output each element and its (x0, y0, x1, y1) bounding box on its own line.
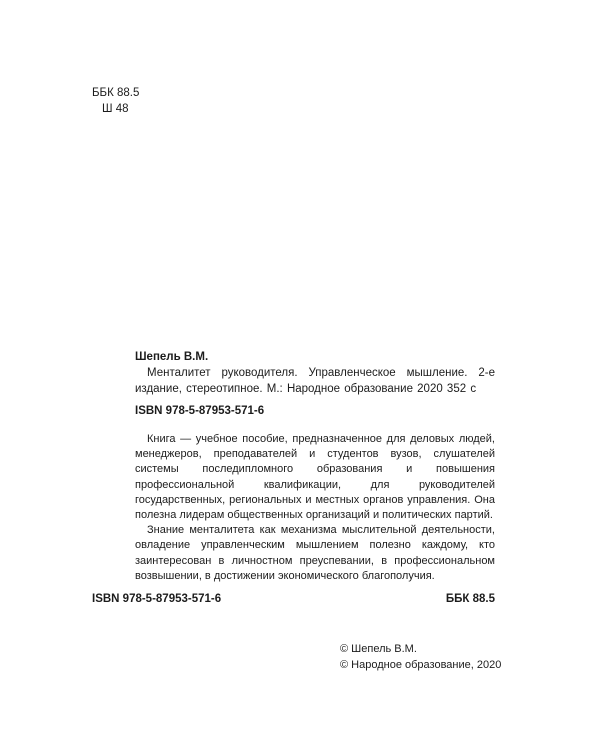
copyright-block (340, 641, 501, 673)
cutter-code: Ш 48 (102, 103, 129, 115)
abstract (135, 432, 495, 584)
bibliographic-record (135, 349, 495, 397)
bbk-code: ББК 88.5 (92, 87, 140, 99)
footer-bbk: ББК 88.5 (445, 593, 495, 605)
author-name: Шепель В.М. (135, 351, 209, 363)
abstract-paragraph: Знание менталитета как механизма мыслительной деятельности, овладение управленческим мышлением полезно каждому, кто заинтересован в личностном преуспевании, в профессиональном возвышении, в достижении экономического благополучия. (135, 524, 495, 582)
classification-block (92, 85, 139, 117)
copyright-publisher: © Народное образование, 2020 (340, 659, 502, 671)
footer-codes (92, 593, 495, 605)
bibliographic-description: Менталитет руководителя. Управленческое мышление. 2-е издание, стереотипное. М.: Народное образование 2020 352 с (135, 367, 495, 395)
footer-isbn: ISBN 978-5-87953-571-6 (92, 593, 222, 605)
isbn-main: ISBN 978-5-87953-571-6 (135, 405, 265, 417)
copyright-author: © Шепель В.М. (340, 643, 417, 655)
abstract-paragraph: Книга — учебное пособие, предназначенное для деловых людей, менеджеров, преподавателей и студентов вузов, слушателей системы последипломного образования и повышения профессиональной квалификации, для руководителей государственных, региональных и местных органов управления. Она полезна лидерам общественных организаций и политических партий. (135, 433, 495, 522)
